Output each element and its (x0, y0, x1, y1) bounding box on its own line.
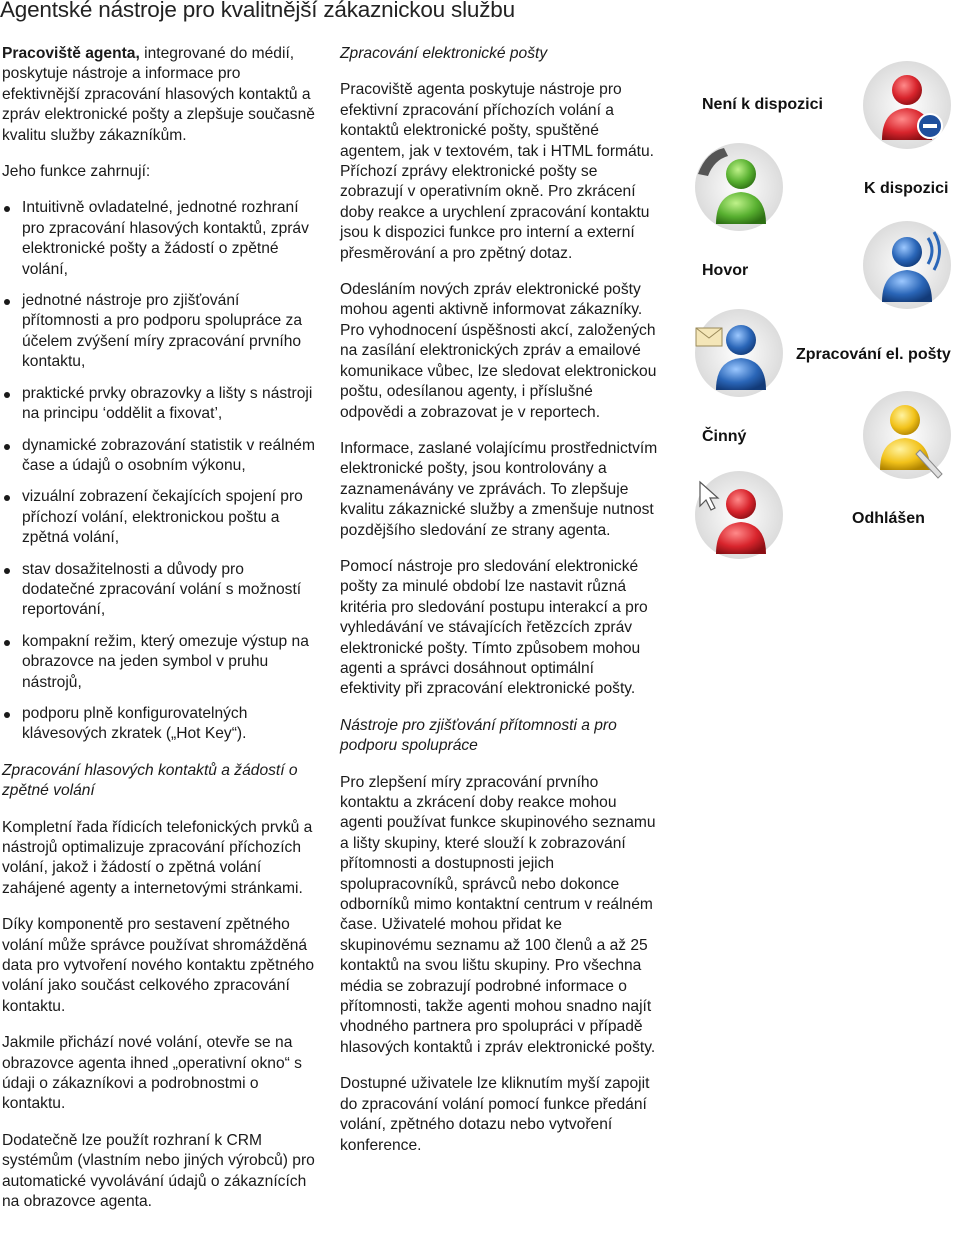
list-item: praktické prvky obrazovky a lišty s nástroji na principu ‘oddělit a fixovat’, (2, 384, 320, 425)
middle-column (340, 44, 658, 1172)
email-person-icon (694, 308, 784, 398)
voice-heading: Zpracování hlasových kontaktů a žádostí o zpětné volání (2, 761, 298, 800)
voice-paragraph-2: Díky komponentě pro sestavení zpětného volání může správce používat shromážděná data pro vytvoření nového kontaktu zpětného volání jako součást celkového zpracování kontaktu. (2, 916, 315, 1015)
email-paragraph-2: Odesláním nových zpráv elektronické pošty mohou agenti aktivně informovat zákazníky. Pro vyhodnocení úspěšnosti akcí, založených na zasílání elektronických zpráv a emailové komunikace vůbec, lze sledovat elektronickou poštu, odesílanou agenty, i příslušné odpovědi a zobrazovat je v reportech. (340, 281, 657, 421)
voice-paragraph-3: Jakmile přichází nové volání, otevře se na obrazovce agenta ihned „operativní okno“ s údaji o zákazníkovi a podrobnostmi o kontaktu. (2, 1034, 302, 1113)
intro-bold: Pracoviště agenta, (2, 45, 140, 62)
intro-paragraph (2, 44, 320, 146)
status-label-busy: Činný (702, 428, 747, 445)
status-label-call: Hovor (702, 262, 749, 279)
voice-paragraph-1: Kompletní řada řídicích telefonických prvků a nástrojů optimalizuje zpracování příchozích volání, jakož i žádostí o zpětná volání zahájené agenty a internetovými stránkami. (2, 818, 313, 897)
email-heading: Zpracování elektronické pošty (340, 45, 548, 62)
page-title: Agentské nástroje pro kvalitnější zákaznickou službu (0, 0, 515, 22)
intro-text: integrované do médií, poskytuje nástroje a informace pro efektivnější zpracování hlasových kontaktů a zpráv elektronické pošty a zlepšuje současně kvalitu služby zákazníkům. (2, 45, 315, 144)
left-column (2, 44, 320, 1229)
logged-out-person-icon (694, 470, 784, 560)
status-label-logged-out: Odhlášen (852, 510, 925, 527)
features-list (2, 198, 320, 744)
email-paragraph-4: Pomocí nástroje pro sledování elektronické pošty za minulé období lze nastavit různá kritéria pro sledování postupu interakcí a pro vyhledávání ve stávajících řetězcích zpráv elektronické pošty. Tímto způsobem mohou agenti a správci dosáhnout optimální efektivity při zpracování elektronické pošty. (340, 557, 648, 698)
status-panel (692, 60, 960, 560)
voice-paragraph-4: Dodatečně lze použít rozhraní k CRM systémům (vlastním nebo jiných výrobců) pro automatické vyvolávání údajů o zákaznících na obrazovce agenta. (2, 1131, 315, 1211)
presence-paragraph-1: Pro zlepšení míry zpracování prvního kontaktu a zkrácení doby reakce mohou agenti používat funkce skupinového seznamu a lišty skupiny, které slouží k zobrazování přítomnosti a dostupnosti jejich spolupracovníků, správců nebo dokonce odborníků mimo kontaktní centrum v reálném čase. Uživatelé mohou přidat ke skupinovému seznamu až 100 členů a až 25 kontaktů na svou lištu skupiny. Pro všechna média se zobrazují podrobné informace o přítomnosti, takže agenti mohou snadno najít vhodného partnera pro spolupráci v případě hlasových kontaktů i zpráv elektronické pošty. (340, 773, 656, 1056)
status-label-email: Zpracování el. pošty (796, 346, 951, 363)
list-item: Intuitivně ovladatelné, jednotné rozhraní pro zpracování hlasových kontaktů, zpráv elektronické pošty a žádostí o zpětné volání, (2, 198, 320, 280)
list-item: stav dosažitelnosti a důvody pro dodatečné zpracování volání s možností reportování, (2, 560, 320, 621)
email-paragraph-1: Pracoviště agenta poskytuje nástroje pro efektivní zpracování příchozích volání a kontaktů elektronické pošty, spuštěné agentem, jak v textovém, tak i HTML formátu. Příchozí zprávy elektronické pošty se zobrazují v operativním okně. Pro zkrácení doby reakce a urychlení zpracování kontaktu jsou k dispozici funkce pro interní a externí přesměrování a pro zpětný dotaz. (340, 81, 655, 262)
status-label-available: K dispozici (864, 180, 949, 197)
email-paragraph-3: Informace, zaslané volajícímu prostřednictvím elektronické pošty, jsou kontrolovány a zaznamenávány ve zprávách. To zlepšuje kvalitu zákaznické služby a zmenšuje nutnost pozdějšího sledování ze strany agenta. (340, 439, 658, 539)
presence-paragraph-2: Dostupné uživatele lze kliknutím myší zapojit do zpracování volání pomocí funkce předání volání, zpětného dotazu nebo vytvoření konference. (340, 1075, 650, 1154)
list-item: dynamické zobrazování statistik v reálném čase a údajů o osobním výkonu, (2, 436, 320, 477)
unavailable-person-icon (862, 60, 952, 150)
call-person-icon (694, 142, 784, 232)
list-item: podporu plně konfigurovatelných klávesových zkratek („Hot Key“). (2, 704, 320, 745)
list-item: kompakní režim, který omezuje výstup na obrazovce na jeden symbol v pruhu nástrojů, (2, 632, 320, 693)
list-item: vizuální zobrazení čekajících spojení pro příchozí volání, elektronickou poštu a zpětná volání, (2, 487, 320, 548)
presence-heading: Nástroje pro zjišťování přítomnosti a pro podporu spolupráce (340, 716, 617, 755)
status-label-unavailable: Není k dispozici (702, 96, 823, 113)
available-person-icon (862, 220, 952, 310)
features-lead: Jeho funkce zahrnují: (2, 163, 151, 181)
list-item: jednotné nástroje pro zjišťování přítomnosti a pro podporu spolupráce za účelem zvýšení míry zpracování prvního kontaktu, (2, 291, 320, 373)
busy-person-icon (862, 390, 952, 480)
